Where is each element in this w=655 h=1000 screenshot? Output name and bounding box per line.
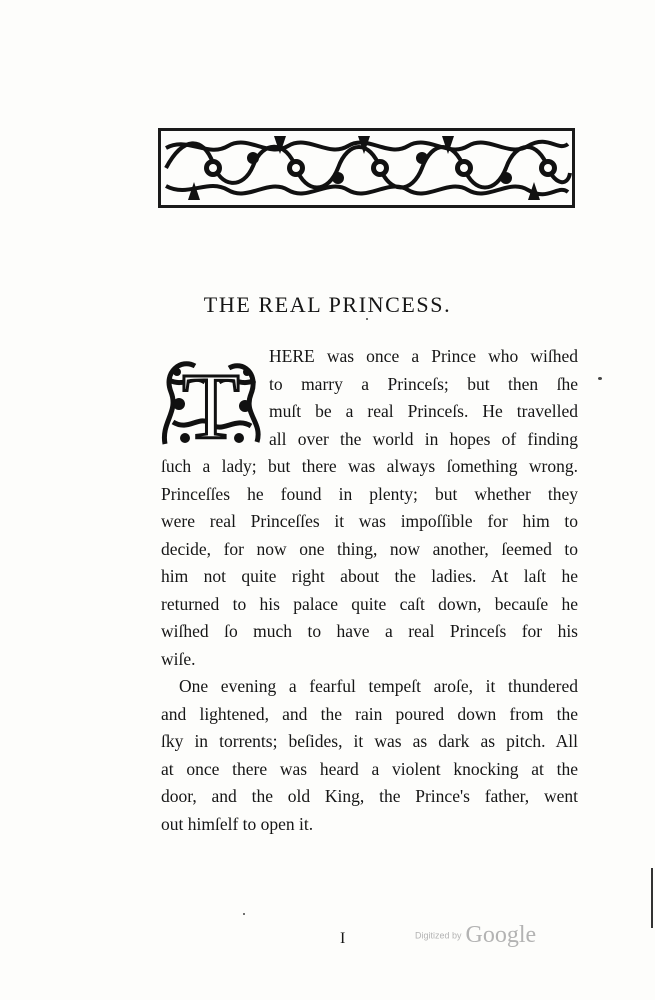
scan-speck (598, 377, 602, 380)
text-line: were real Princeſſes it was impoſſible for him to (161, 511, 578, 531)
drop-cap-ornament (159, 352, 263, 452)
text-line: and lightened, and the rain poured down from the (161, 703, 578, 724)
text-line: wiſhed ſo much to have a real Princeſs for his (161, 621, 578, 641)
text-line: all over the world in hopes of finding (269, 428, 578, 449)
text-line: HERE was once a Prince who wiſhed (269, 346, 578, 366)
text-line: One evening a fearful tempeſt aroſe, it thundered (179, 676, 578, 696)
page-number: I (340, 930, 346, 947)
drop-cap-letter: T (182, 355, 240, 452)
text-line: door, and the old King, the Prince's father, went (161, 786, 578, 806)
digitized-watermark (415, 922, 536, 949)
chapter-title: THE REAL PRINCESS. (203, 292, 452, 317)
digitized-prefix: Digitized by (415, 930, 462, 941)
text-line: ſuch a lady; but there was always ſomething wrong. (161, 456, 578, 476)
text-line: wiſe. (161, 648, 196, 669)
text-line: ſky in torrents; beſides, it was as dark as pitch. All (161, 731, 578, 751)
scan-edge-mark (651, 868, 653, 928)
google-wordmark: Google (465, 922, 537, 948)
headpiece-ornament (158, 128, 575, 208)
scan-speck (366, 318, 368, 320)
text-line: to marry a Princeſs; but then ſhe (269, 373, 578, 394)
text-line: returned to his palace quite caſt down, becauſe he (161, 593, 578, 614)
text-line: out himſelf to open it. (161, 813, 314, 834)
text-line: him not quite right about the ladies. At laſt he (161, 566, 578, 586)
text-line: decide, for now one thing, now another, ſeemed to (161, 538, 578, 559)
story-text (161, 343, 578, 838)
text-line: at once there was heard a violent knocking at the (161, 758, 578, 779)
text-line: muſt be a real Princeſs. He travelled (269, 401, 578, 421)
text-line: Princeſſes he found in plenty; but whether they (161, 483, 578, 504)
scan-speck (243, 913, 245, 915)
